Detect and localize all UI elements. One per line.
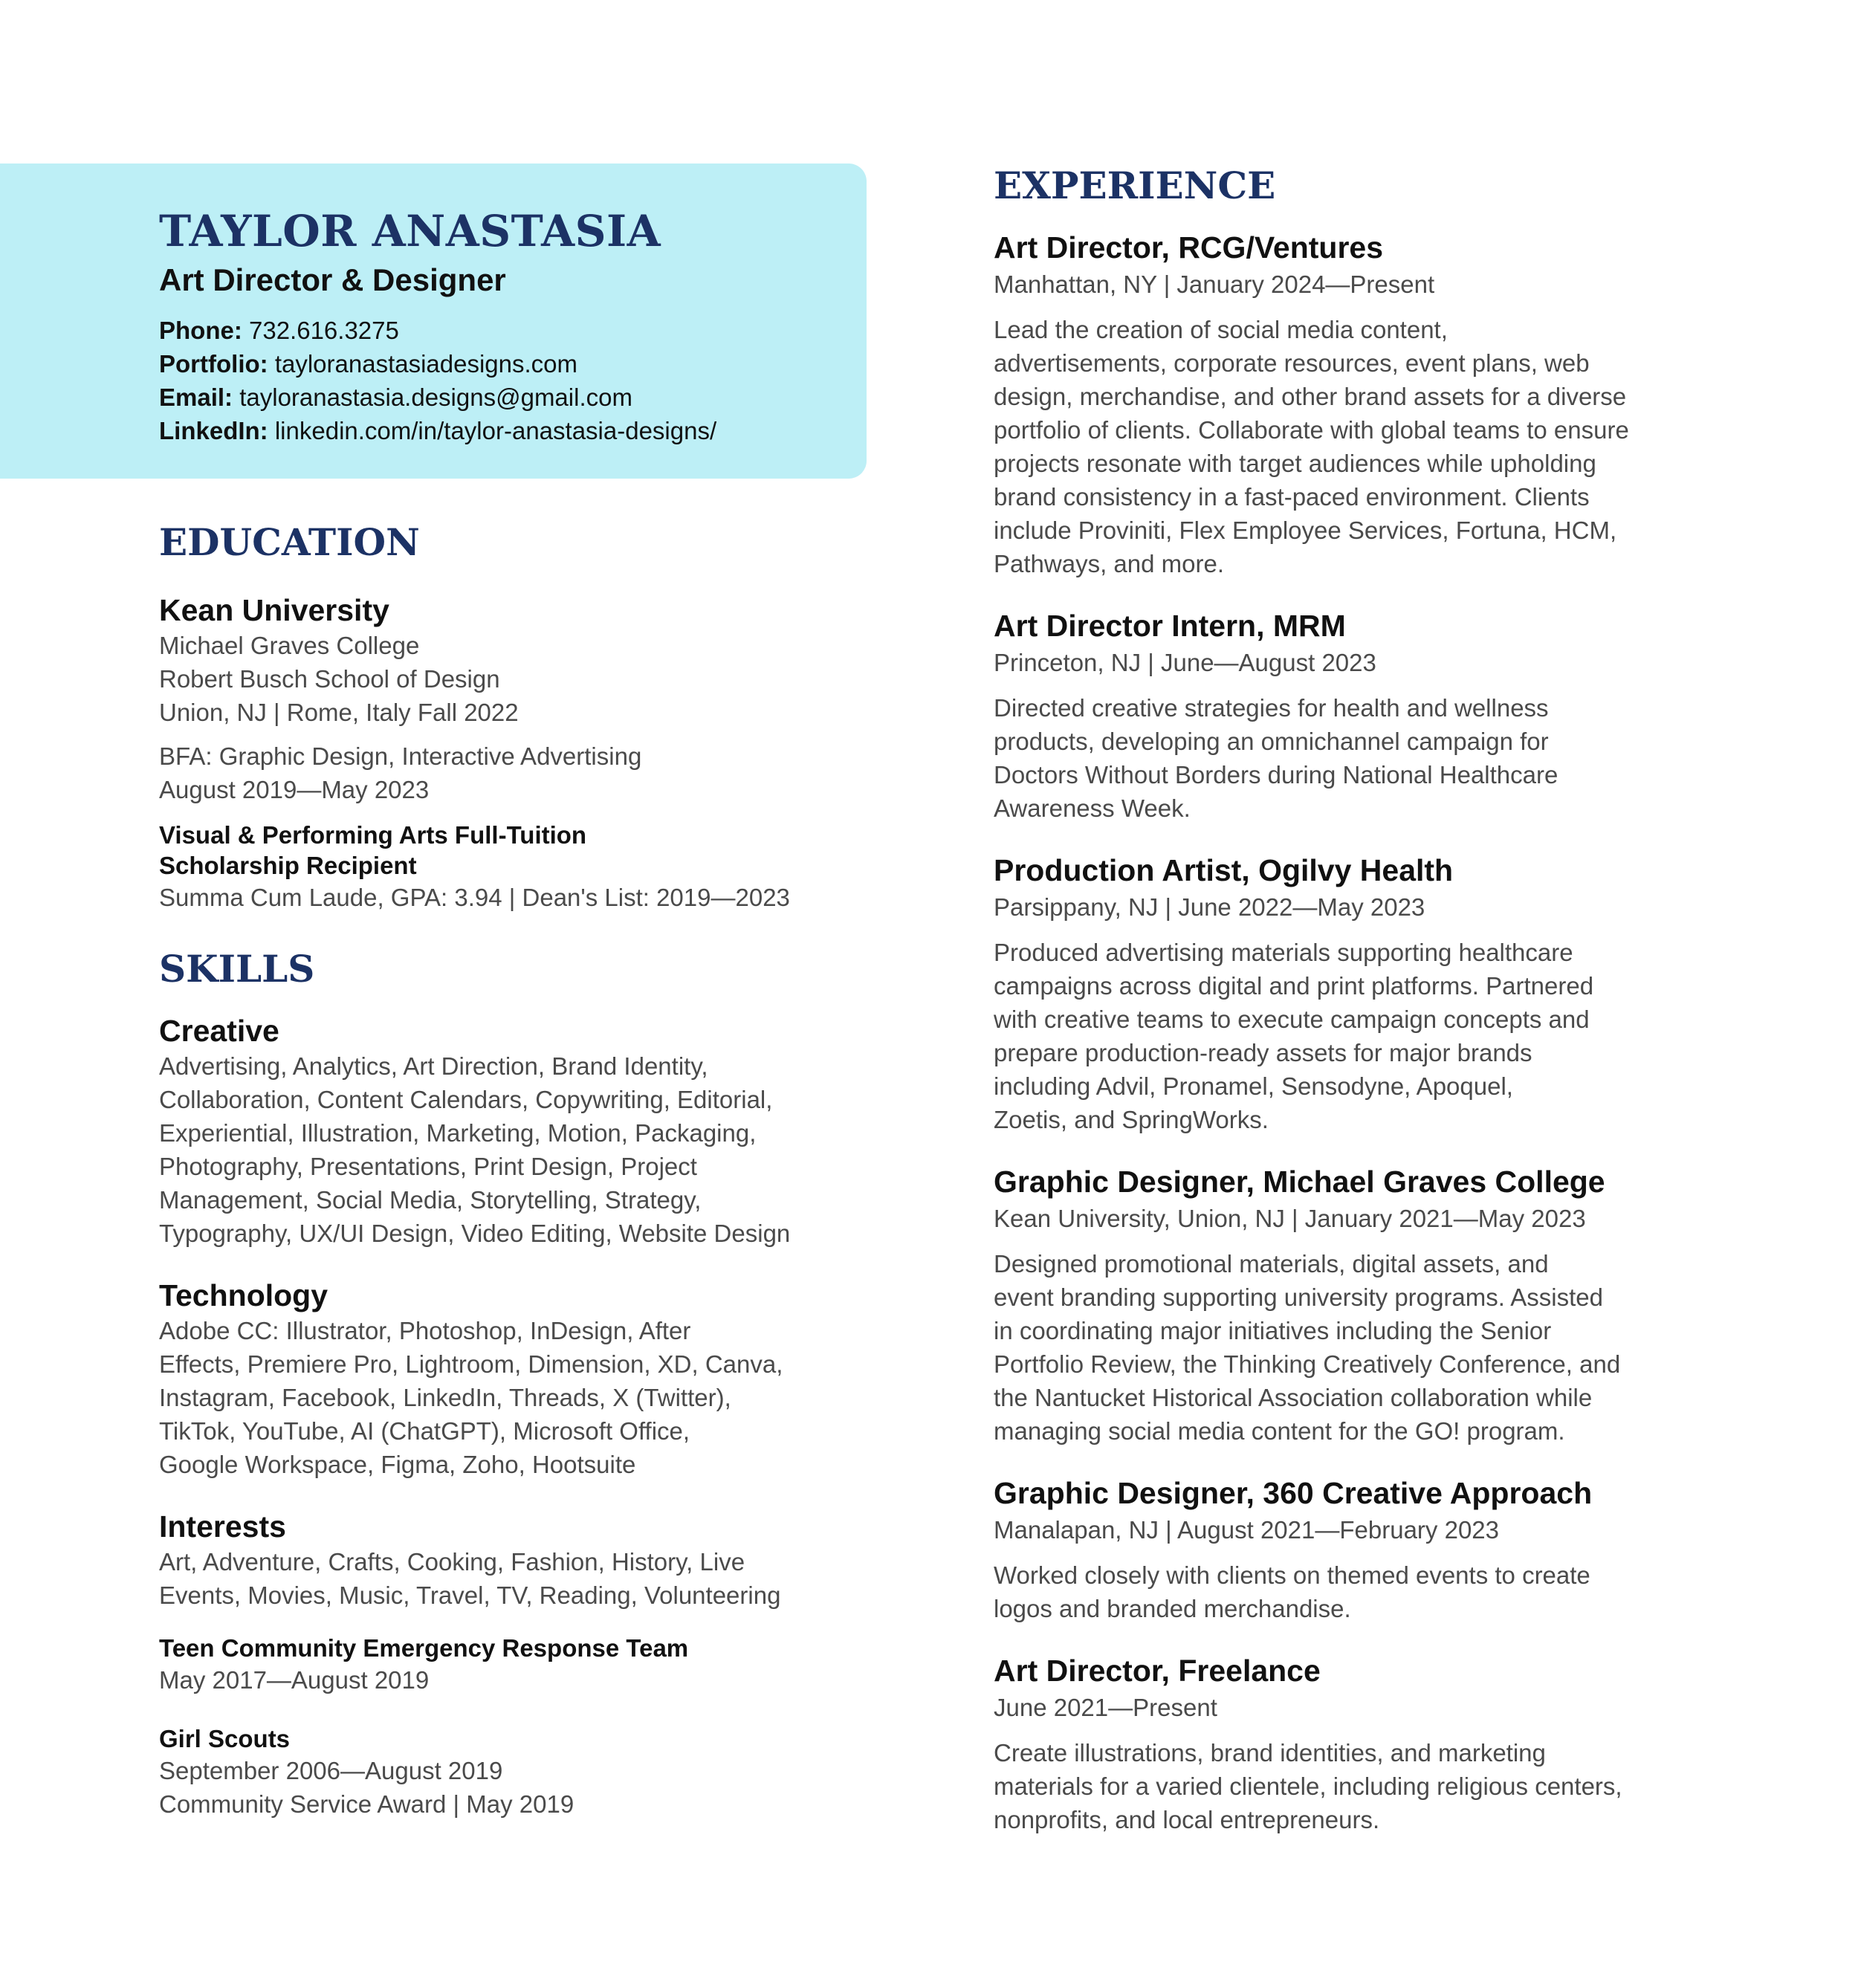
job-line: Doctors Without Borders during National Healthcare xyxy=(994,761,1558,789)
job-line: design, merchandise, and other brand assets for a diverse xyxy=(994,383,1627,410)
job-line: nonprofits, and local entrepreneurs. xyxy=(994,1806,1380,1833)
job-line: logos and branded merchandise. xyxy=(994,1595,1351,1622)
job-line: Zoetis, and SpringWorks. xyxy=(994,1106,1269,1133)
job-title: Art Director, Freelance xyxy=(994,1654,1321,1688)
job-line: include Proviniti, Flex Employee Services, Fortuna, HCM, xyxy=(994,517,1617,544)
job-title: Graphic Designer, 360 Creative Approach xyxy=(994,1476,1593,1510)
job-line: Worked closely with clients on themed events to create xyxy=(994,1561,1590,1589)
interests-line: Events, Movies, Music, Travel, TV, Reading, Volunteering xyxy=(159,1581,781,1609)
scouts-dates: September 2006—August 2019 xyxy=(159,1757,503,1784)
job-line: in coordinating major initiatives including the Senior xyxy=(994,1317,1552,1344)
scouts-award: Community Service Award | May 2019 xyxy=(159,1790,574,1818)
job-meta: Manalapan, NJ | August 2021—February 2023 xyxy=(994,1516,1499,1544)
candidate-name: TAYLOR ANASTASIA xyxy=(159,206,661,256)
job-line: Produced advertising materials supporting healthcare xyxy=(994,939,1573,966)
degree: BFA: Graphic Design, Interactive Advertising xyxy=(159,742,642,770)
skills-line: Google Workspace, Figma, Zoho, Hootsuite xyxy=(159,1451,636,1478)
job-description xyxy=(994,936,1737,1136)
job-entry xyxy=(994,229,1737,580)
job-title: Graphic Designer, Michael Graves College xyxy=(994,1165,1605,1199)
degree-dates: August 2019—May 2023 xyxy=(159,776,430,803)
job-line: with creative teams to execute campaign concepts and xyxy=(994,1006,1590,1033)
education-line: Michael Graves College xyxy=(159,632,420,659)
skills-heading: SKILLS xyxy=(159,947,315,991)
job-line: Pathways, and more. xyxy=(994,550,1224,577)
job-line: Directed creative strategies for health and wellness xyxy=(994,694,1549,722)
contact-phone xyxy=(159,314,858,347)
job-meta: Parsippany, NJ | June 2022—May 2023 xyxy=(994,893,1425,921)
scholarship: Visual & Performing Arts Full-Tuition Scholarship Recipient xyxy=(159,821,587,879)
job-line: brand consistency in a fast-paced environment. Clients xyxy=(994,483,1590,511)
job-line: event branding supporting university programs. Assisted xyxy=(994,1283,1603,1311)
job-line: managing social media content for the GO! program. xyxy=(994,1417,1565,1445)
job-description xyxy=(994,691,1737,825)
job-description xyxy=(994,1558,1737,1625)
left-column xyxy=(159,520,858,1821)
interests-heading: Interests xyxy=(159,1509,286,1544)
contact-label: Email: xyxy=(159,383,233,411)
skills-line: Collaboration, Content Calendars, Copywriting, Editorial, xyxy=(159,1086,773,1113)
job-entry xyxy=(994,1652,1737,1836)
experience-heading: EXPERIENCE xyxy=(994,163,1276,207)
contact-block xyxy=(159,314,858,447)
contact-label: Phone: xyxy=(159,317,242,344)
job-line: Designed promotional materials, digital assets, and xyxy=(994,1250,1549,1278)
job-entry xyxy=(994,852,1737,1136)
job-meta: June 2021—Present xyxy=(994,1694,1217,1721)
job-line: portfolio of clients. Collaborate with global teams to ensure xyxy=(994,416,1629,444)
job-line: campaigns across digital and print platforms. Partnered xyxy=(994,972,1594,1000)
job-line: projects resonate with target audiences while upholding xyxy=(994,450,1596,477)
job-entry xyxy=(994,607,1737,825)
job-description xyxy=(994,313,1737,580)
contact-linkedin xyxy=(159,414,858,447)
technology-heading: Technology xyxy=(159,1278,328,1312)
skills-line: Advertising, Analytics, Art Direction, Brand Identity, xyxy=(159,1052,708,1080)
portfolio-link[interactable]: tayloranastasiadesigns.com xyxy=(274,350,578,378)
education-line: Union, NJ | Rome, Italy Fall 2022 xyxy=(159,699,519,726)
job-line: materials for a varied clientele, including religious centers, xyxy=(994,1772,1622,1800)
creative-heading: Creative xyxy=(159,1014,279,1048)
job-line: products, developing an omnichannel campaign for xyxy=(994,728,1549,755)
contact-label: Portfolio: xyxy=(159,350,268,378)
skills-line: Effects, Premiere Pro, Lightroom, Dimension, XD, Canva, xyxy=(159,1350,783,1378)
email-link[interactable]: tayloranastasia.designs@gmail.com xyxy=(239,383,632,411)
linkedin-link[interactable]: linkedin.com/in/taylor-anastasia-designs/ xyxy=(274,417,717,444)
contact-portfolio xyxy=(159,347,858,381)
right-column xyxy=(994,163,1737,1836)
job-line: advertisements, corporate resources, event plans, web xyxy=(994,349,1590,377)
skills-line: Management, Social Media, Storytelling, Strategy, xyxy=(159,1186,702,1214)
job-line: Lead the creation of social media content, xyxy=(994,316,1448,343)
skills-line: Photography, Presentations, Print Design, Project xyxy=(159,1153,697,1180)
job-line: Awareness Week. xyxy=(994,794,1191,822)
job-entry xyxy=(994,1474,1737,1625)
job-line: prepare production-ready assets for major brands xyxy=(994,1039,1532,1066)
job-meta: Princeton, NJ | June—August 2023 xyxy=(994,649,1376,676)
job-title: Art Director Intern, MRM xyxy=(994,609,1346,643)
skills-line: Experiential, Illustration, Marketing, Motion, Packaging, xyxy=(159,1119,757,1147)
interests-line: Art, Adventure, Crafts, Cooking, Fashion, History, Live xyxy=(159,1548,745,1576)
job-meta: Manhattan, NY | January 2024—Present xyxy=(994,271,1435,298)
job-line: the Nantucket Historical Association collaboration while xyxy=(994,1384,1593,1411)
cert-dates: May 2017—August 2019 xyxy=(159,1666,430,1694)
honors: Summa Cum Laude, GPA: 3.94 | Dean's List: 2019—2023 xyxy=(159,884,790,911)
candidate-role: Art Director & Designer xyxy=(159,262,506,297)
job-line: Portfolio Review, the Thinking Creatively Conference, and xyxy=(994,1350,1621,1378)
education-heading: EDUCATION xyxy=(159,520,420,564)
scouts-title: Girl Scouts xyxy=(159,1725,291,1752)
school-name: Kean University xyxy=(159,593,389,627)
job-line: including Advil, Pronamel, Sensodyne, Apoquel, xyxy=(994,1072,1513,1100)
job-title: Production Artist, Ogilvy Health xyxy=(994,853,1454,887)
job-description xyxy=(994,1247,1737,1448)
job-entry xyxy=(994,1163,1737,1448)
job-title: Art Director, RCG/Ventures xyxy=(994,230,1384,265)
skills-line: Adobe CC: Illustrator, Photoshop, InDesign, After xyxy=(159,1317,691,1344)
education-line: Robert Busch School of Design xyxy=(159,665,500,693)
phone-value[interactable]: 732.616.3275 xyxy=(249,317,399,344)
contact-email xyxy=(159,381,858,414)
job-meta: Kean University, Union, NJ | January 2021—May 2023 xyxy=(994,1205,1586,1232)
skills-line: TikTok, YouTube, AI (ChatGPT), Microsoft Office, xyxy=(159,1417,690,1445)
skills-line: Instagram, Facebook, LinkedIn, Threads, X (Twitter), xyxy=(159,1384,731,1411)
skills-line: Typography, UX/UI Design, Video Editing, Website Design xyxy=(159,1220,791,1247)
contact-label: LinkedIn: xyxy=(159,417,268,444)
job-line: Create illustrations, brand identities, and marketing xyxy=(994,1739,1546,1767)
job-description xyxy=(994,1736,1737,1836)
cert-title: Teen Community Emergency Response Team xyxy=(159,1634,689,1662)
